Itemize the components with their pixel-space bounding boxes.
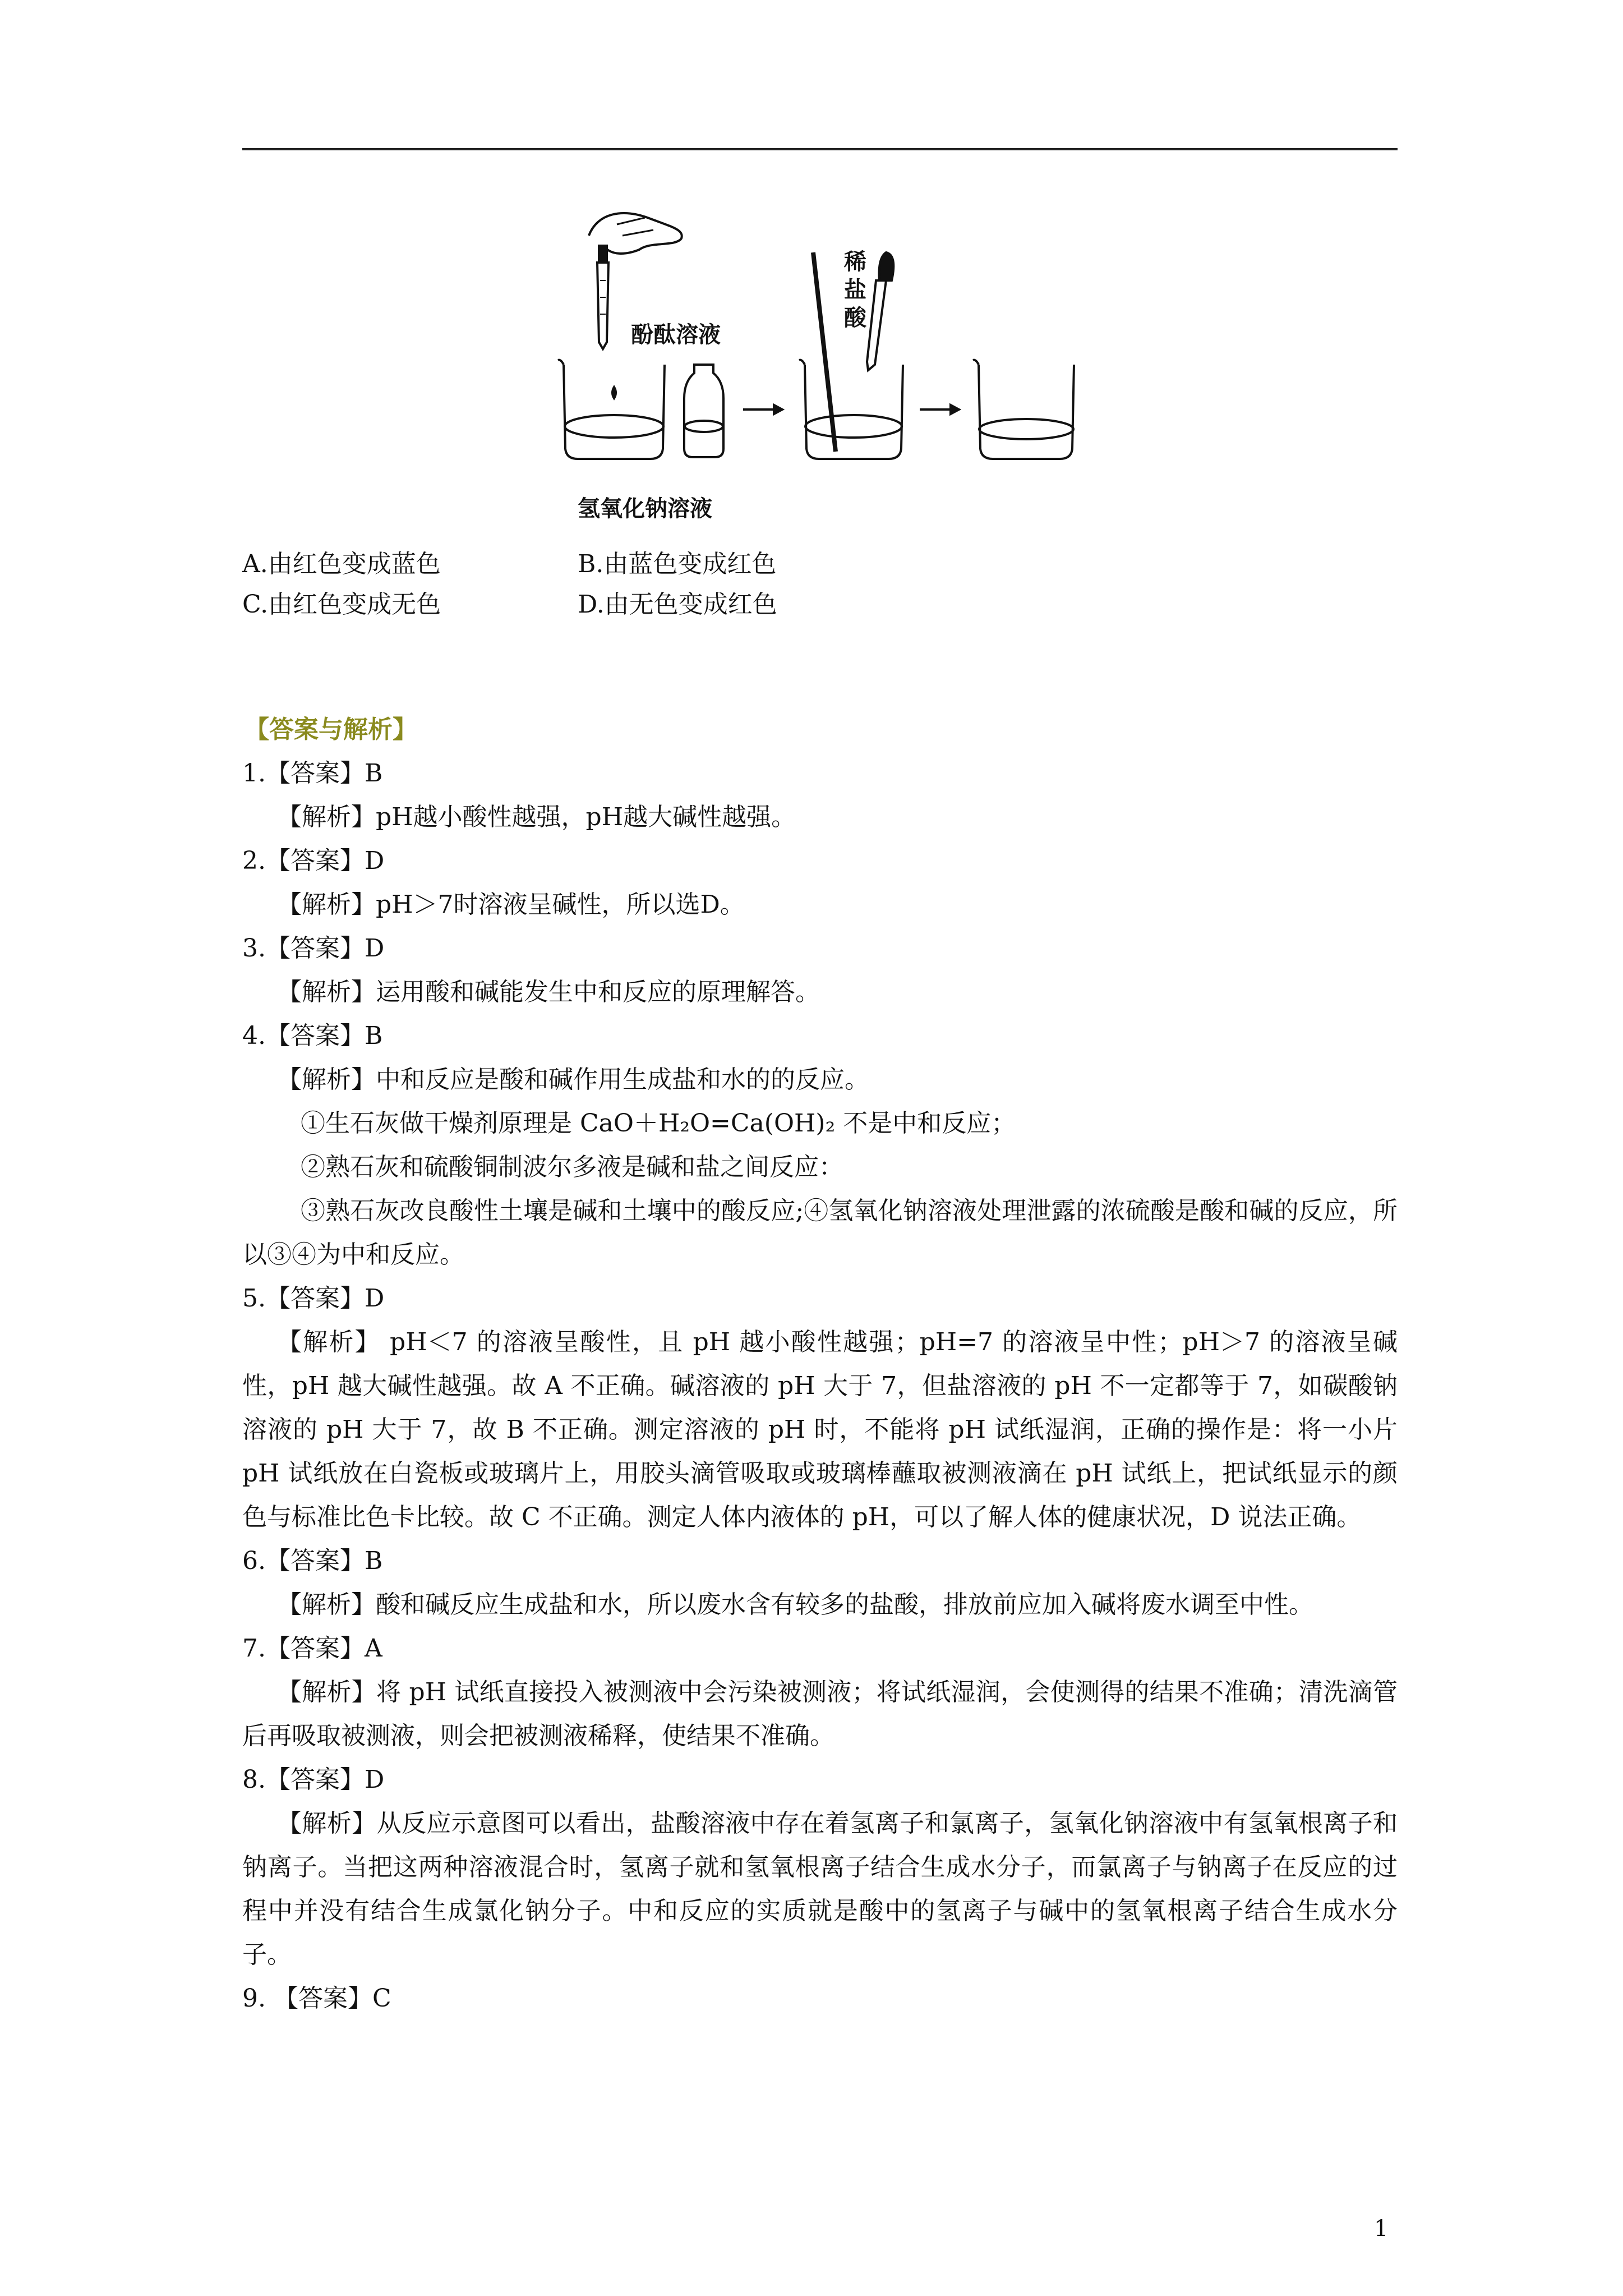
explanation-5: 【解析】 pH＜7 的溶液呈酸性，且 pH 越小酸性越强；pH=7 的溶液呈中性；pH＞7 的溶液呈碱性，pH 越大碱性越强。故 A 不正确。碱溶液的 pH 大于 7，但盐溶液的 pH 不一定都等于 7，如碳酸钠溶液的 pH 大于 7，故 B 不正确。测定溶液的 pH 时，不能将 pH 试纸湿润，正确的操作是：将一小片 pH 试纸放在白瓷板或玻璃片上，用胶头滴管吸取或玻璃棒蘸取被测液滴在 pH 试纸上，把试纸显示的颜色与标准比色卡比较。故 C 不正确。测定人体内液体的 pH，可以了解人体的健康状况，D 说法正确。 <box>242 1328 1398 1531</box>
explanation-4-point-1: ①生石灰做干燥剂原理是 CaO＋H₂O=Ca(OH)₂ 不是中和反应； <box>301 1109 1016 1138</box>
section-title: 【答案与解析】 <box>245 715 417 744</box>
acid-label-2: 盐 <box>844 277 866 303</box>
answer-options <box>242 544 1398 625</box>
reagent-bottle-icon <box>684 365 723 457</box>
option-a: A.由红色变成蓝色 <box>242 550 441 578</box>
acid-label-1: 稀 <box>844 249 866 275</box>
acid-dropper-icon <box>867 280 886 370</box>
explanation-4-point-3: ③熟石灰改良酸性土壤是碱和土壤中的酸反应;④氢氧化钠溶液处理泄露的浓硫酸是酸和碱的反应，所以③④为中和反应。 <box>242 1197 1398 1269</box>
answer-8: 8.【答案】D <box>242 1765 385 1794</box>
option-d: D.由无色变成红色 <box>578 590 777 619</box>
answer-5: 5.【答案】D <box>242 1284 385 1313</box>
explanation-8: 【解析】从反应示意图可以看出，盐酸溶液中存在着氢离子和氯离子，氢氧化钠溶液中有氢氧根离子和钠离子。当把这两种溶液混合时，氢离子就和氢氧根离子结合生成水分子，而氯离子与钠离子在反应的过程中并没有结合生成氯化钠分子。中和反应的实质就是酸中的氢离子与碱中的氢氧根离子结合生成水分子。 <box>242 1809 1398 1969</box>
explanation-3: 【解析】运用酸和碱能发生中和反应的原理解答。 <box>277 978 820 1006</box>
header-rule <box>242 148 1398 150</box>
answer-9: 9. 【答案】C <box>242 1984 391 2013</box>
acid-label-3: 酸 <box>844 305 866 331</box>
explanation-7: 【解析】将 pH 试纸直接投入被测液中会污染被测液；将试纸湿润，会使测得的结果不准确；清洗滴管后再吸取被测液，则会把被测液稀释，使结果不准确。 <box>242 1678 1398 1750</box>
explanation-4-point-2: ②熟石灰和硫酸铜制波尔多液是碱和盐之间反应： <box>301 1153 843 1181</box>
beaker-1-icon <box>564 365 665 459</box>
glass-rod-icon <box>813 252 836 452</box>
dropper-icon <box>597 263 608 349</box>
explanation-6: 【解析】酸和碱反应生成盐和水，所以废水含有较多的盐酸，排放前应加入碱将废水调至中性。 <box>277 1590 1313 1619</box>
explanation-2: 【解析】pH＞7时溶液呈碱性，所以选D。 <box>277 890 745 919</box>
page-number: 1 <box>1374 2216 1389 2242</box>
answer-3: 3.【答案】D <box>242 934 385 963</box>
base-label: 氢氧化钠溶液 <box>578 496 712 522</box>
experiment-diagram <box>533 202 1082 539</box>
answer-7: 7.【答案】A <box>242 1634 382 1663</box>
answer-2: 2.【答案】D <box>242 846 385 875</box>
answer-6: 6.【答案】B <box>242 1547 383 1575</box>
answer-1: 1.【答案】B <box>242 759 383 788</box>
explanation-1: 【解析】pH越小酸性越强，pH越大碱性越强。 <box>277 803 796 831</box>
indicator-label: 酚酞溶液 <box>631 322 721 348</box>
beaker-3-icon <box>979 365 1074 459</box>
answers-section <box>242 708 1398 2021</box>
beaker-2-icon <box>805 365 903 459</box>
answer-4: 4.【答案】B <box>242 1022 383 1050</box>
option-b: B.由蓝色变成红色 <box>578 550 777 578</box>
explanation-4: 【解析】中和反应是酸和碱作用生成盐和水的的反应。 <box>277 1065 869 1094</box>
option-c: C.由红色变成无色 <box>242 590 441 619</box>
